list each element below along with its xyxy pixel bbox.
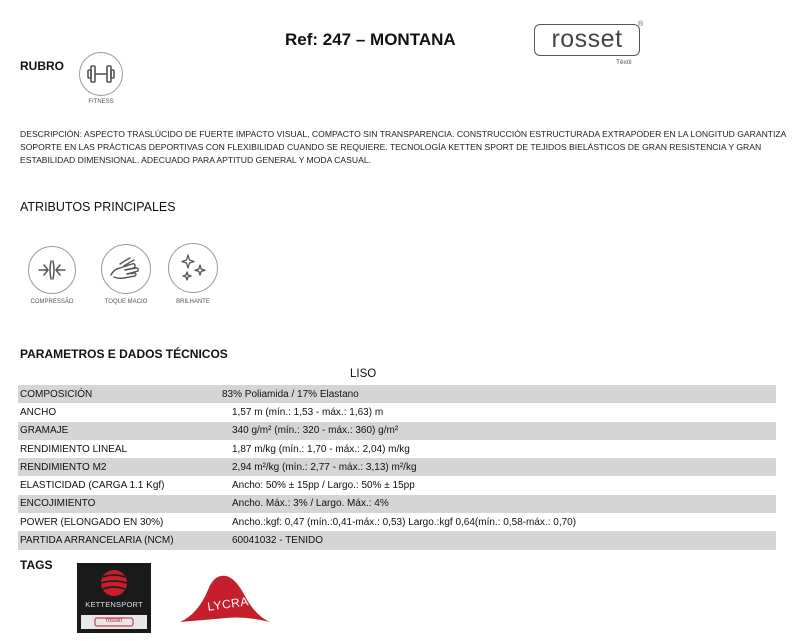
spec-value: 340 g/m² (mín.: 320 - máx.: 360) g/m²: [220, 422, 776, 440]
spec-value: 2,94 m²/kg (mín.: 2,77 - máx.: 3,13) m²/kg: [220, 458, 776, 476]
spec-value: 83% Poliamida / 17% Elastano: [220, 385, 776, 403]
table-row: [18, 440, 776, 458]
table-row: [18, 403, 776, 421]
soft-touch-hand-icon: [101, 244, 151, 294]
ketten-sport-logo: [77, 563, 151, 633]
ketten-sport-text: KETTENSPORT: [85, 600, 143, 609]
table-row: [18, 458, 776, 476]
spec-value: 60041032 - TENIDO: [220, 531, 776, 549]
lycra-text: LYCRA: [206, 594, 250, 614]
dumbbell-icon: [79, 52, 123, 96]
params-title: PARAMETROS E DADOS TÉCNICOS: [20, 347, 228, 361]
spec-key: ANCHO: [20, 406, 57, 418]
spec-value: 1,57 m (mín.: 1,53 - máx.: 1,63) m: [232, 406, 384, 418]
rubro-label: RUBRO: [20, 59, 64, 73]
table-row: [18, 385, 776, 403]
compression-icon: [28, 246, 76, 294]
attributes-title: ATRIBUTOS PRINCIPALES: [20, 200, 176, 214]
attribute-caption-compression: COMPRESSÃO: [30, 299, 74, 305]
spec-value: Ancho.:kgf: 0,47 (mín.:0,41-máx.: 0,53) Largo.:kgf 0,64(mín.: 0,58-máx.: 0,70): [232, 516, 577, 528]
variant-label: LISO: [350, 368, 377, 380]
attribute-caption-brilliant: BRILHANTE: [176, 299, 210, 305]
spec-key: ENCOJIMIENTO: [18, 495, 220, 513]
table-row: [18, 476, 776, 494]
spec-value: Ancho: 50% ± 15pp / Largo.: 50% ± 15pp: [232, 480, 415, 492]
ref-title: Ref: 247 – MONTANA: [285, 30, 456, 49]
tags-title: TAGS: [20, 558, 53, 572]
table-row: [18, 513, 776, 531]
table-row: [18, 422, 776, 440]
table-row: [18, 531, 776, 549]
spec-value: Ancho. Máx.: 3% / Largo. Máx.: 4%: [220, 495, 776, 513]
spec-key: POWER (ELONGADO EN 30%): [20, 516, 164, 528]
spec-key: RENDIMIENTO LINEAL: [20, 443, 128, 455]
sparkle-icon: [168, 243, 218, 293]
lycra-logo: [176, 570, 272, 626]
registered-mark: ®: [638, 21, 644, 28]
attribute-caption-soft-touch: TOQUE MACIO: [104, 299, 148, 305]
spec-table: [18, 385, 776, 550]
spec-key: RENDIMIENTO M2: [18, 458, 220, 476]
rubro-caption: FITNESS: [88, 99, 114, 105]
spec-key: ELASTICIDAD (CARGA 1.1 Kgf): [20, 480, 165, 492]
ketten-sport-sub: rosset: [105, 618, 123, 624]
description: DESCRIPCIÓN: ASPECTO TRASLÚCIDO DE FUERTE IMPACTO VISUAL, COMPACTO SIN TRANSPARENCIA. CONSTRUCCIÓN ESTRUCTURADA EXTRAPODER EN LA LONGITUD GARANTIZA SOPORTE EN LAS PRÁCTICAS DEPORTIVAS CON FLEXIBILIDAD CUANDO SE REQUIERE. TECNOLOGÍA KETTEN SPORT DE TEJIDOS BIELÁSTICOS DE GRAN RESISTENCIA Y GRAN ESTABILIDAD DIMENSIONAL. ADECUADO PARA APTITUD GENERAL Y MODA CASUAL.: [20, 129, 786, 165]
logo-subtitle: Têxtil: [616, 59, 632, 66]
table-row: [18, 495, 776, 513]
spec-key: PARTIDA ARRANCELARIA (NCM): [18, 531, 220, 549]
rosset-logo: rosset: [534, 24, 640, 56]
spec-value: 1,87 m/kg (mín.: 1,70 - máx.: 2,04) m/kg: [232, 443, 410, 455]
spec-key: COMPOSICIÓN: [18, 385, 220, 403]
spec-key: GRAMAJE: [18, 422, 220, 440]
